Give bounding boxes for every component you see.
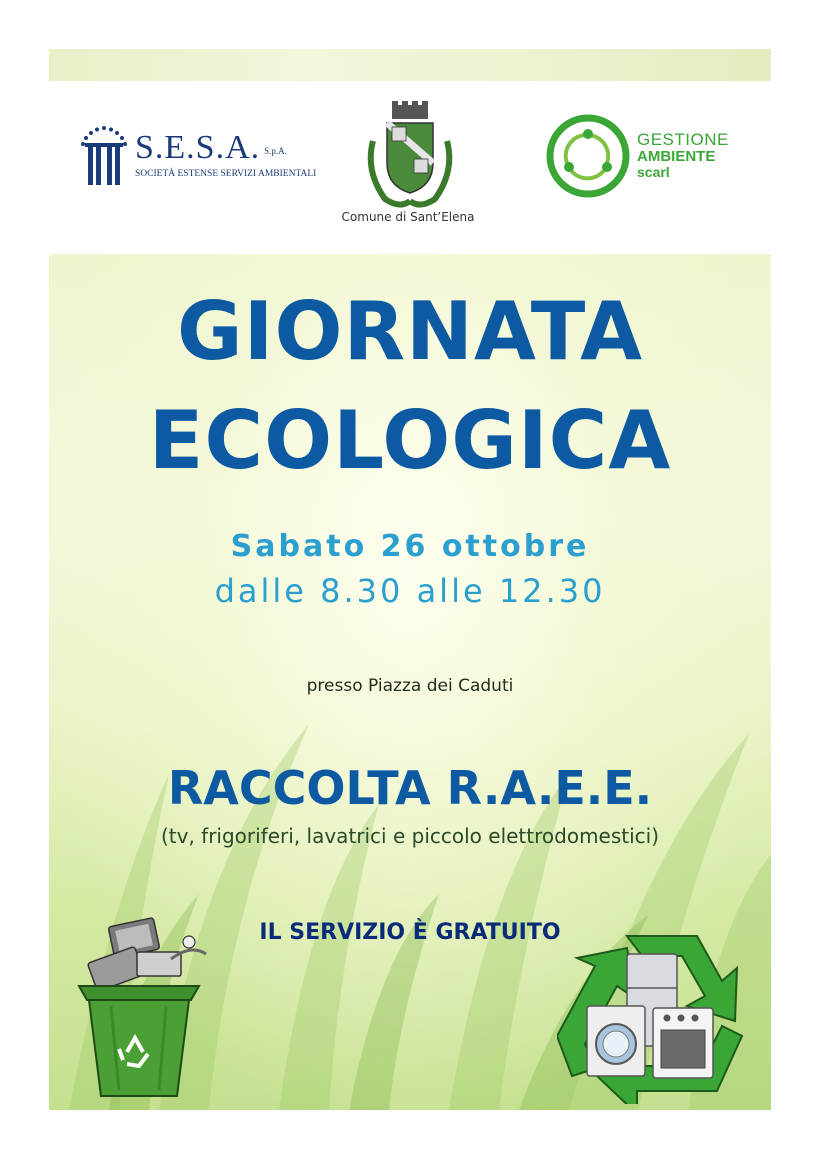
sesa-subtitle: SOCIETÀ ESTENSE SERVIZI AMBIENTALI: [135, 169, 317, 179]
title-line-2: ECOLOGICA: [148, 394, 672, 487]
collection-title: RACCOLTA R.A.E.E.: [167, 761, 653, 815]
sesa-suffix: S.p.A.: [264, 146, 287, 156]
free-service-notice: IL SERVIZIO È GRATUITO: [259, 920, 561, 945]
comune-label: Comune di Sant’Elena: [341, 210, 475, 224]
recycle-circle-icon: [545, 113, 631, 199]
title-line-1: GIORNATA: [177, 285, 643, 378]
gestione-line3: scarl: [637, 163, 670, 180]
gestione-ambiente-logo: [545, 113, 745, 203]
event-date: Sabato 26 ottobre: [230, 529, 590, 564]
collection-items: (tv, frigoriferi, lavatrici e piccolo elettrodomestici): [160, 824, 660, 848]
sesa-logo-icon: [79, 125, 129, 187]
recycle-appliances-icon: [557, 926, 762, 1104]
top-decorative-strip: [49, 49, 771, 81]
sesa-name: S.E.S.A.: [135, 129, 261, 166]
event-time: dalle 8.30 alle 12.30: [214, 572, 606, 610]
gestione-line2: AMBIENTE: [637, 147, 716, 165]
event-location: presso Piazza dei Caduti: [306, 676, 514, 696]
sesa-logo: [79, 125, 317, 195]
poster-panel: [49, 254, 771, 1110]
logo-header: [49, 95, 771, 240]
coat-of-arms-icon: [365, 101, 455, 211]
recycle-bin-icon: [71, 914, 216, 1099]
gestione-line1: GESTIONE: [637, 130, 729, 149]
